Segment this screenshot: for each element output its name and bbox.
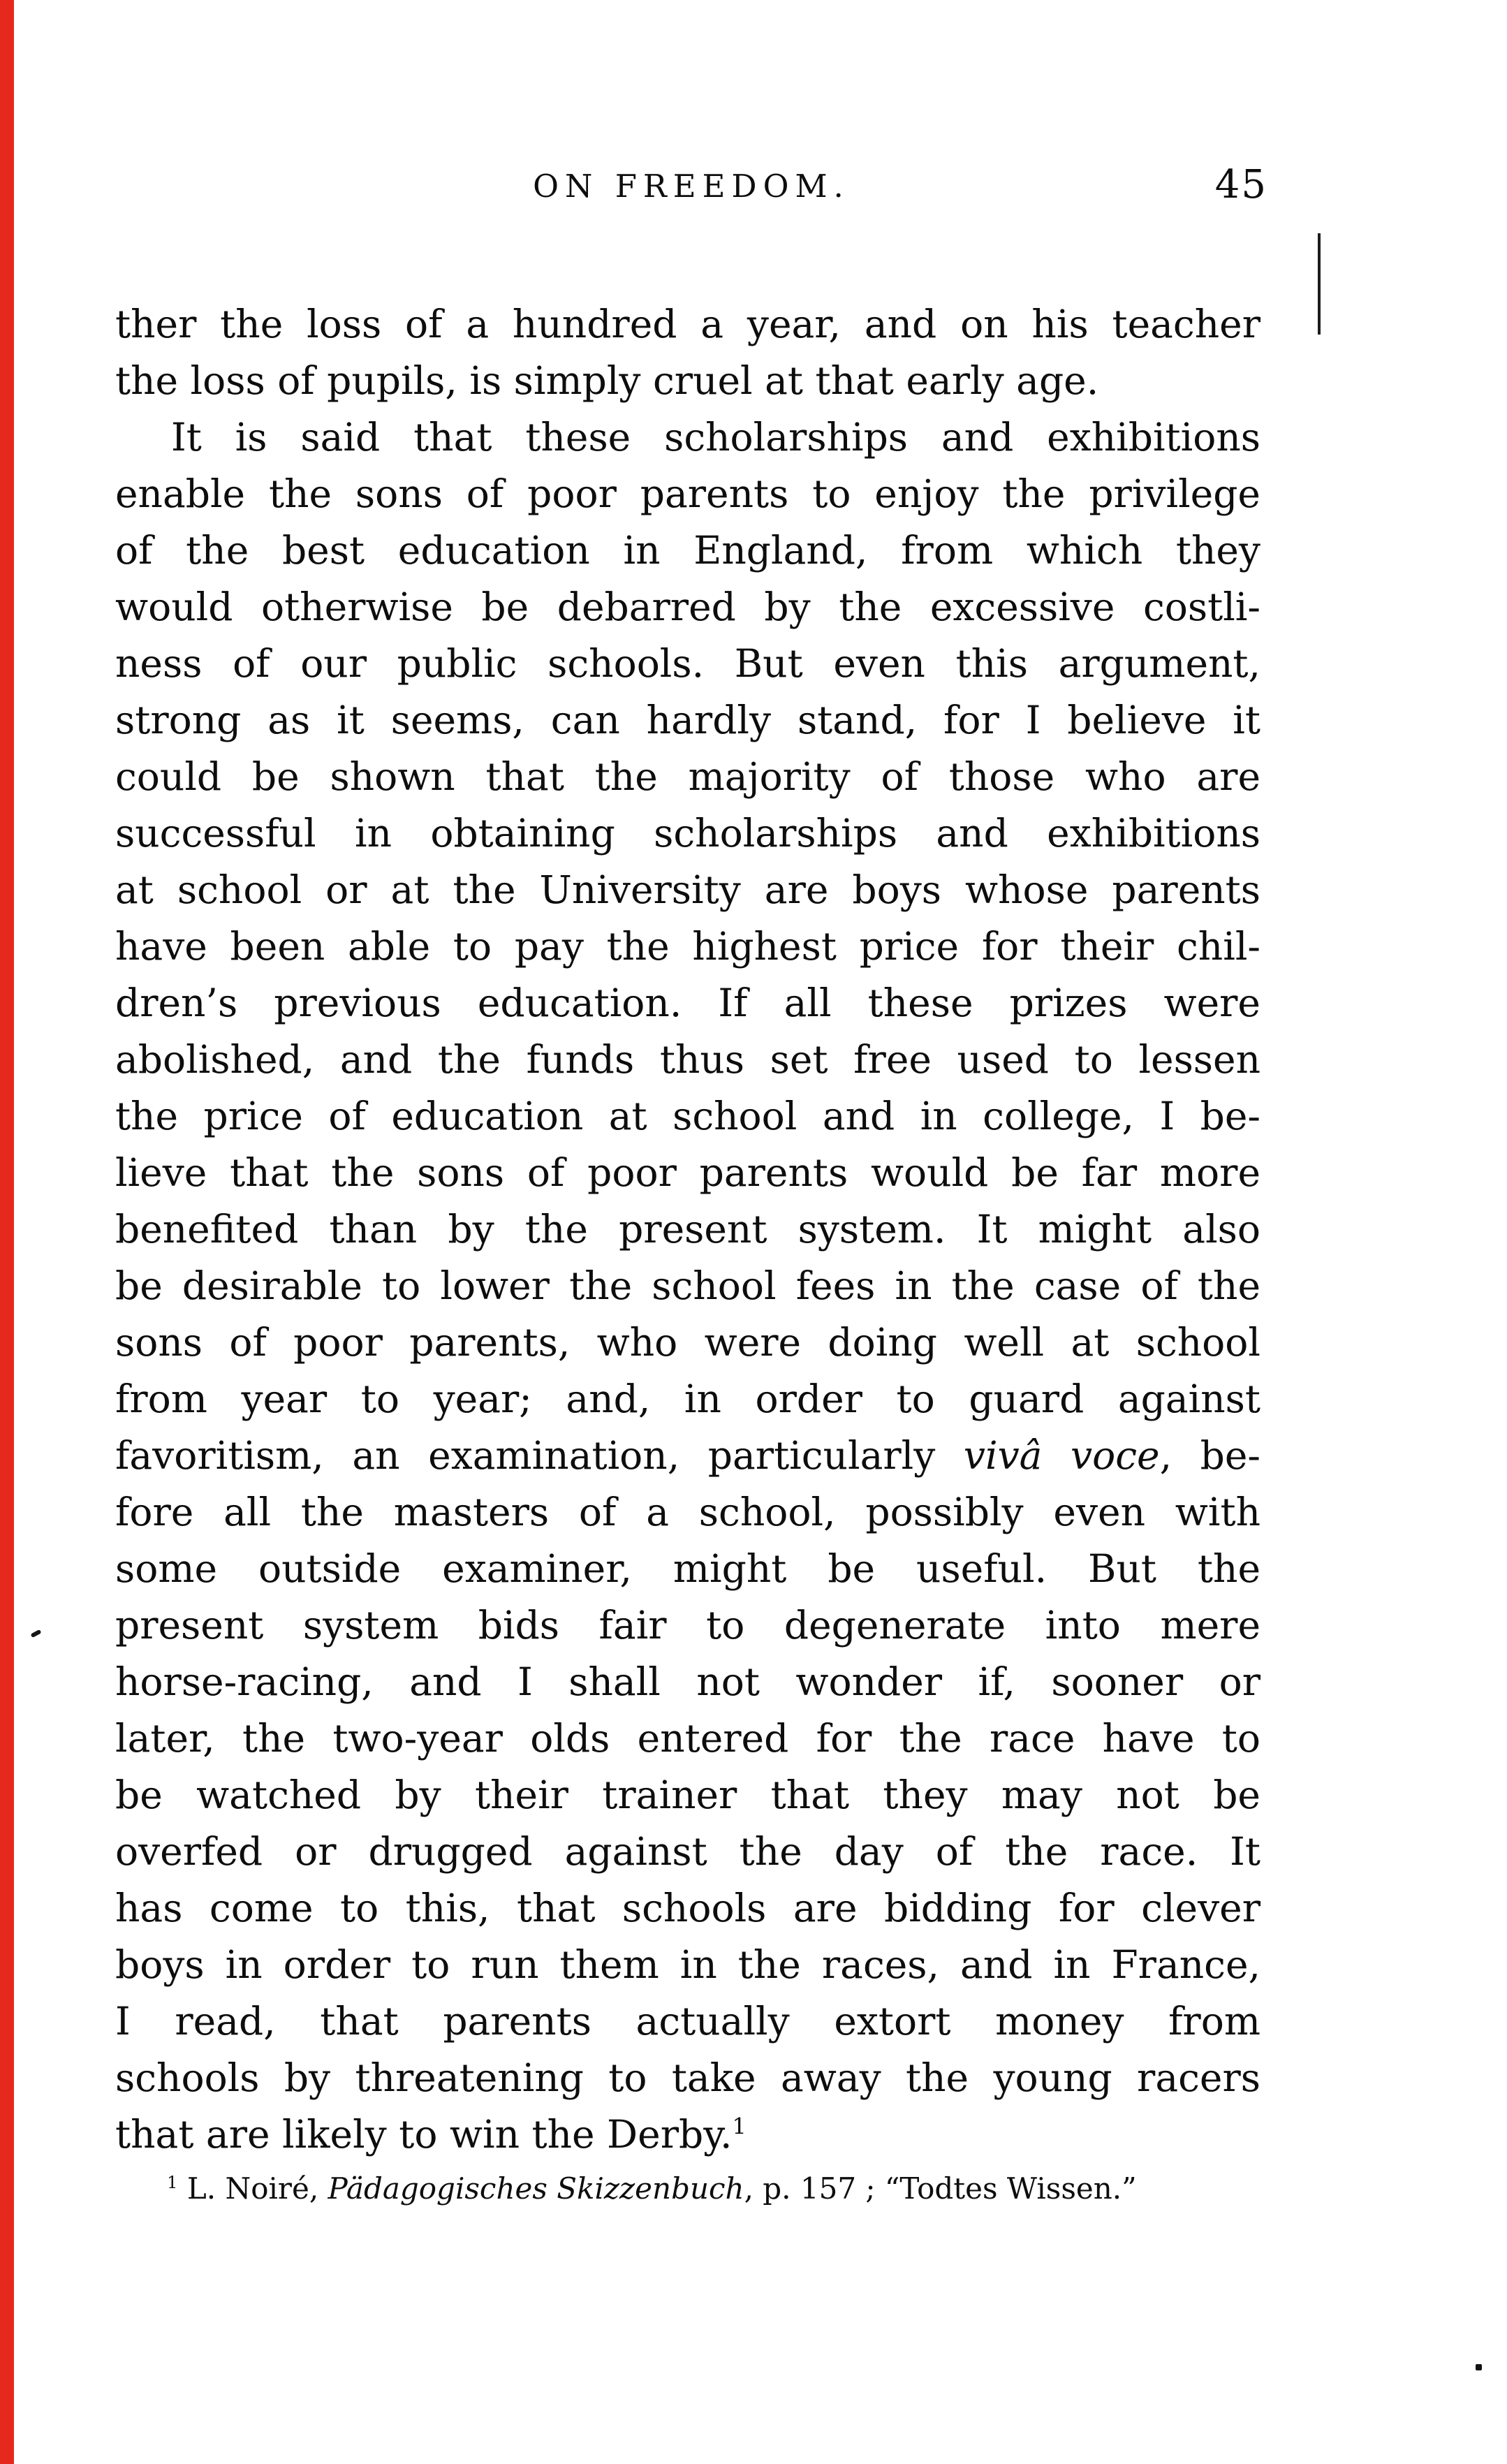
text-segment: benefited than by the present system. It might also — [115, 1207, 1260, 1252]
text-segment: dren’s previous education. If all these prizes were — [115, 981, 1260, 1025]
text-segment: ther the loss of a hundred a year, and on his teacher — [115, 302, 1260, 346]
text-line — [115, 579, 1260, 636]
text-line — [115, 1710, 1260, 1767]
scan-artifact-left-tick — [30, 1629, 41, 1638]
text-line — [115, 409, 1260, 466]
text-line — [115, 1880, 1260, 1937]
text-segment: favoritism, an examination, particularly — [115, 1433, 964, 1478]
text-line — [115, 2106, 1260, 2163]
text-line — [115, 1201, 1260, 1258]
text-segment: be desirable to lower the school fees in the case of the — [115, 1263, 1260, 1308]
page-header — [115, 162, 1267, 217]
text-line — [115, 749, 1260, 805]
text-segment: of the best education in England, from which they — [115, 528, 1260, 573]
text-segment: horse-racing, and I shall not wonder if, sooner or — [115, 1659, 1260, 1704]
text-line — [115, 1824, 1260, 1880]
text-segment: lieve that the sons of poor parents would be far more — [115, 1150, 1260, 1195]
text-line — [115, 692, 1260, 749]
text-line — [115, 1597, 1260, 1654]
text-segment: boys in order to run them in the races, and in France, — [115, 1942, 1260, 1987]
text-segment: successful in obtaining scholarships and exhibitions — [115, 811, 1260, 856]
text-segment: present system bids fair to degenerate into mere — [115, 1603, 1260, 1648]
text-line — [115, 1937, 1260, 1993]
text-segment: L. Noiré, — [177, 2171, 328, 2206]
text-segment: have been able to pay the highest price for their chil- — [115, 924, 1260, 969]
text-segment: 1 — [167, 2172, 178, 2192]
text-line — [115, 636, 1260, 692]
text-line — [115, 862, 1260, 918]
text-line — [115, 1371, 1260, 1428]
text-line — [115, 1145, 1260, 1201]
scan-artifact-bottom-dot — [1476, 2364, 1482, 2370]
footnote — [115, 2169, 1260, 2208]
text-segment: strong as it seems, can hardly stand, for I believe it — [115, 698, 1260, 742]
text-segment: the loss of pupils, is simply cruel at that early age. — [115, 358, 1099, 403]
page-number: 45 — [1214, 162, 1267, 207]
text-line — [115, 975, 1260, 1032]
text-segment: has come to this, that schools are bidding for clever — [115, 1886, 1260, 1930]
running-header-title: ON FREEDOM. — [533, 168, 850, 205]
text-line — [115, 1654, 1260, 1710]
text-line — [115, 1484, 1260, 1541]
text-line — [115, 2050, 1260, 2106]
text-line — [115, 1541, 1260, 1597]
text-segment: that are likely to win the Derby. — [115, 2112, 733, 2157]
text-segment: overfed or drugged against the day of the race. It — [115, 1829, 1260, 1874]
text-segment: would otherwise be debarred by the excessive costli- — [115, 585, 1260, 629]
text-segment: the price of education at school and in college, I be- — [115, 1094, 1260, 1138]
text-line — [115, 1767, 1260, 1824]
text-segment: vivâ voce — [963, 1433, 1160, 1478]
body-text — [115, 296, 1260, 2163]
text-segment: from year to year; and, in order to guard against — [115, 1377, 1260, 1421]
text-segment: , p. 157 ; “Todtes Wissen.” — [744, 2171, 1137, 2206]
text-line — [115, 805, 1260, 862]
text-line — [115, 918, 1260, 975]
text-line — [115, 1428, 1260, 1484]
text-segment: enable the sons of poor parents to enjoy the privilege — [115, 471, 1260, 516]
text-segment: some outside examiner, might be useful. But the — [115, 1546, 1260, 1591]
text-line — [115, 353, 1260, 409]
text-segment: sons of poor parents, who were doing well at school — [115, 1320, 1260, 1365]
text-segment: It is said that these scholarships and exhibitions — [171, 415, 1260, 460]
text-segment: 1 — [732, 2113, 747, 2140]
text-segment: schools by threatening to take away the young racers — [115, 2055, 1260, 2100]
text-segment: , be- — [1159, 1433, 1260, 1478]
text-segment: abolished, and the funds thus set free used to lessen — [115, 1037, 1260, 1082]
text-line — [115, 466, 1260, 522]
text-segment: I read, that parents actually extort money from — [115, 1999, 1260, 2044]
text-line — [115, 1314, 1260, 1371]
text-segment: fore all the masters of a school, possibly even with — [115, 1490, 1260, 1534]
text-segment: Pädagogisches Skizzenbuch — [328, 2171, 744, 2206]
scan-edge-red-bar — [0, 0, 14, 2464]
text-line — [115, 296, 1260, 353]
text-line — [115, 1258, 1260, 1314]
text-line — [115, 1993, 1260, 2050]
text-line — [115, 1088, 1260, 1145]
text-segment: be watched by their trainer that they may not be — [115, 1773, 1260, 1817]
text-segment: ness of our public schools. But even this argument, — [115, 641, 1260, 686]
text-segment: could be shown that the majority of those who are — [115, 754, 1260, 799]
text-line — [115, 1032, 1260, 1088]
scan-artifact-right-line — [1318, 233, 1321, 335]
text-segment: later, the two-year olds entered for the race have to — [115, 1716, 1260, 1761]
text-segment: at school or at the University are boys whose parents — [115, 867, 1260, 912]
text-line — [115, 522, 1260, 579]
